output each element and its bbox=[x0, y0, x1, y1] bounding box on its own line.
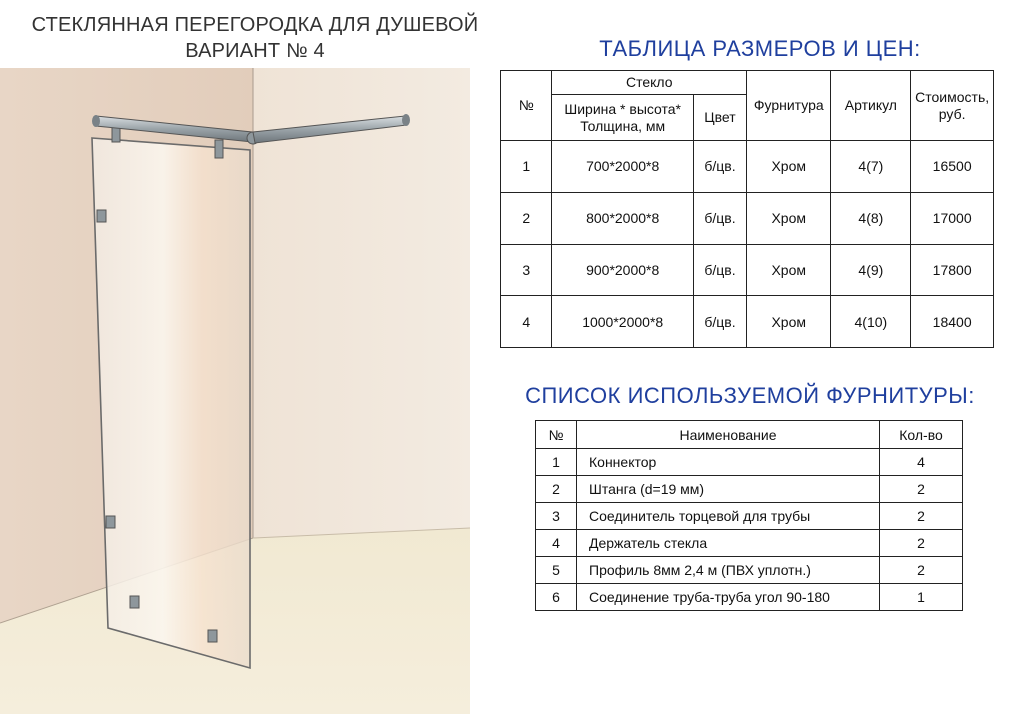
fittings-table-title: СПИСОК ИСПОЛЬЗУЕМОЙ ФУРНИТУРЫ: bbox=[525, 383, 975, 408]
col-price-unit: руб. bbox=[938, 105, 966, 122]
row-size: 700*2000*8 bbox=[552, 141, 693, 193]
row-price: 17800 bbox=[911, 244, 994, 296]
item-no: 6 bbox=[536, 584, 577, 611]
connector bbox=[97, 210, 106, 222]
row-no: 2 bbox=[501, 192, 552, 244]
col-no-header: № bbox=[536, 421, 577, 449]
row-no: 3 bbox=[501, 244, 552, 296]
connector bbox=[106, 516, 115, 528]
item-name: Соединитель торцевой для трубы bbox=[577, 503, 880, 530]
page-title-line1: СТЕКЛЯННАЯ ПЕРЕГОРОДКА ДЛЯ ДУШЕВОЙ bbox=[31, 14, 479, 36]
table-row bbox=[501, 244, 994, 296]
list-item bbox=[536, 476, 963, 503]
row-fittings: Хром bbox=[747, 296, 831, 348]
col-glass-header: Стекло bbox=[552, 71, 747, 95]
price-table-title: ТАБЛИЦА РАЗМЕРОВ И ЦЕН: bbox=[599, 36, 921, 61]
row-size: 1000*2000*8 bbox=[552, 296, 693, 348]
page-title bbox=[20, 12, 490, 64]
list-item bbox=[536, 449, 963, 476]
item-no: 2 bbox=[536, 476, 577, 503]
table-row bbox=[501, 141, 994, 193]
item-no: 5 bbox=[536, 557, 577, 584]
connector bbox=[208, 630, 217, 642]
list-item bbox=[536, 503, 963, 530]
list-item bbox=[536, 557, 963, 584]
table-row bbox=[501, 296, 994, 348]
item-name: Держатель стекла bbox=[577, 530, 880, 557]
glass-holder bbox=[215, 140, 223, 158]
row-size: 900*2000*8 bbox=[552, 244, 693, 296]
row-fittings: Хром bbox=[747, 141, 831, 193]
glass-panel bbox=[92, 138, 250, 668]
row-color: б/цв. bbox=[693, 192, 746, 244]
col-size-header bbox=[552, 95, 693, 141]
row-fittings: Хром bbox=[747, 244, 831, 296]
row-no: 1 bbox=[501, 141, 552, 193]
row-article: 4(8) bbox=[831, 192, 911, 244]
row-no: 4 bbox=[501, 296, 552, 348]
price-table bbox=[500, 70, 994, 348]
row-size: 800*2000*8 bbox=[552, 192, 693, 244]
list-item bbox=[536, 530, 963, 557]
table-row bbox=[501, 192, 994, 244]
col-price-label: Стоимость, bbox=[915, 88, 990, 105]
item-qty: 1 bbox=[880, 584, 963, 611]
item-qty: 2 bbox=[880, 503, 963, 530]
row-article: 4(9) bbox=[831, 244, 911, 296]
item-name: Коннектор bbox=[577, 449, 880, 476]
col-article-header: Артикул bbox=[831, 71, 911, 141]
col-color-header: Цвет bbox=[693, 95, 746, 141]
item-qty: 4 bbox=[880, 449, 963, 476]
col-size-label: Ширина * высота* bbox=[564, 100, 682, 117]
col-qty-header: Кол-во bbox=[880, 421, 963, 449]
item-qty: 2 bbox=[880, 557, 963, 584]
item-no: 3 bbox=[536, 503, 577, 530]
row-price: 16500 bbox=[911, 141, 994, 193]
row-article: 4(7) bbox=[831, 141, 911, 193]
fittings-table bbox=[535, 420, 963, 611]
item-name: Штанга (d=19 мм) bbox=[577, 476, 880, 503]
item-name: Профиль 8мм 2,4 м (ПВХ уплотн.) bbox=[577, 557, 880, 584]
row-color: б/цв. bbox=[693, 141, 746, 193]
shower-partition-illustration bbox=[0, 68, 470, 714]
item-name: Соединение труба-труба угол 90-180 bbox=[577, 584, 880, 611]
page-title-line2: ВАРИАНТ № 4 bbox=[185, 40, 325, 62]
connector bbox=[130, 596, 139, 608]
row-article: 4(10) bbox=[831, 296, 911, 348]
col-no-header: № bbox=[501, 71, 552, 141]
row-color: б/цв. bbox=[693, 296, 746, 348]
col-fittings-header: Фурнитура bbox=[747, 71, 831, 141]
row-fittings: Хром bbox=[747, 192, 831, 244]
col-name-header: Наименование bbox=[577, 421, 880, 449]
col-price-header bbox=[911, 71, 994, 141]
list-item bbox=[536, 584, 963, 611]
row-price: 18400 bbox=[911, 296, 994, 348]
item-no: 4 bbox=[536, 530, 577, 557]
item-qty: 2 bbox=[880, 530, 963, 557]
row-price: 17000 bbox=[911, 192, 994, 244]
item-no: 1 bbox=[536, 449, 577, 476]
col-thickness-label: Толщина, мм bbox=[580, 117, 666, 134]
item-qty: 2 bbox=[880, 476, 963, 503]
row-color: б/цв. bbox=[693, 244, 746, 296]
